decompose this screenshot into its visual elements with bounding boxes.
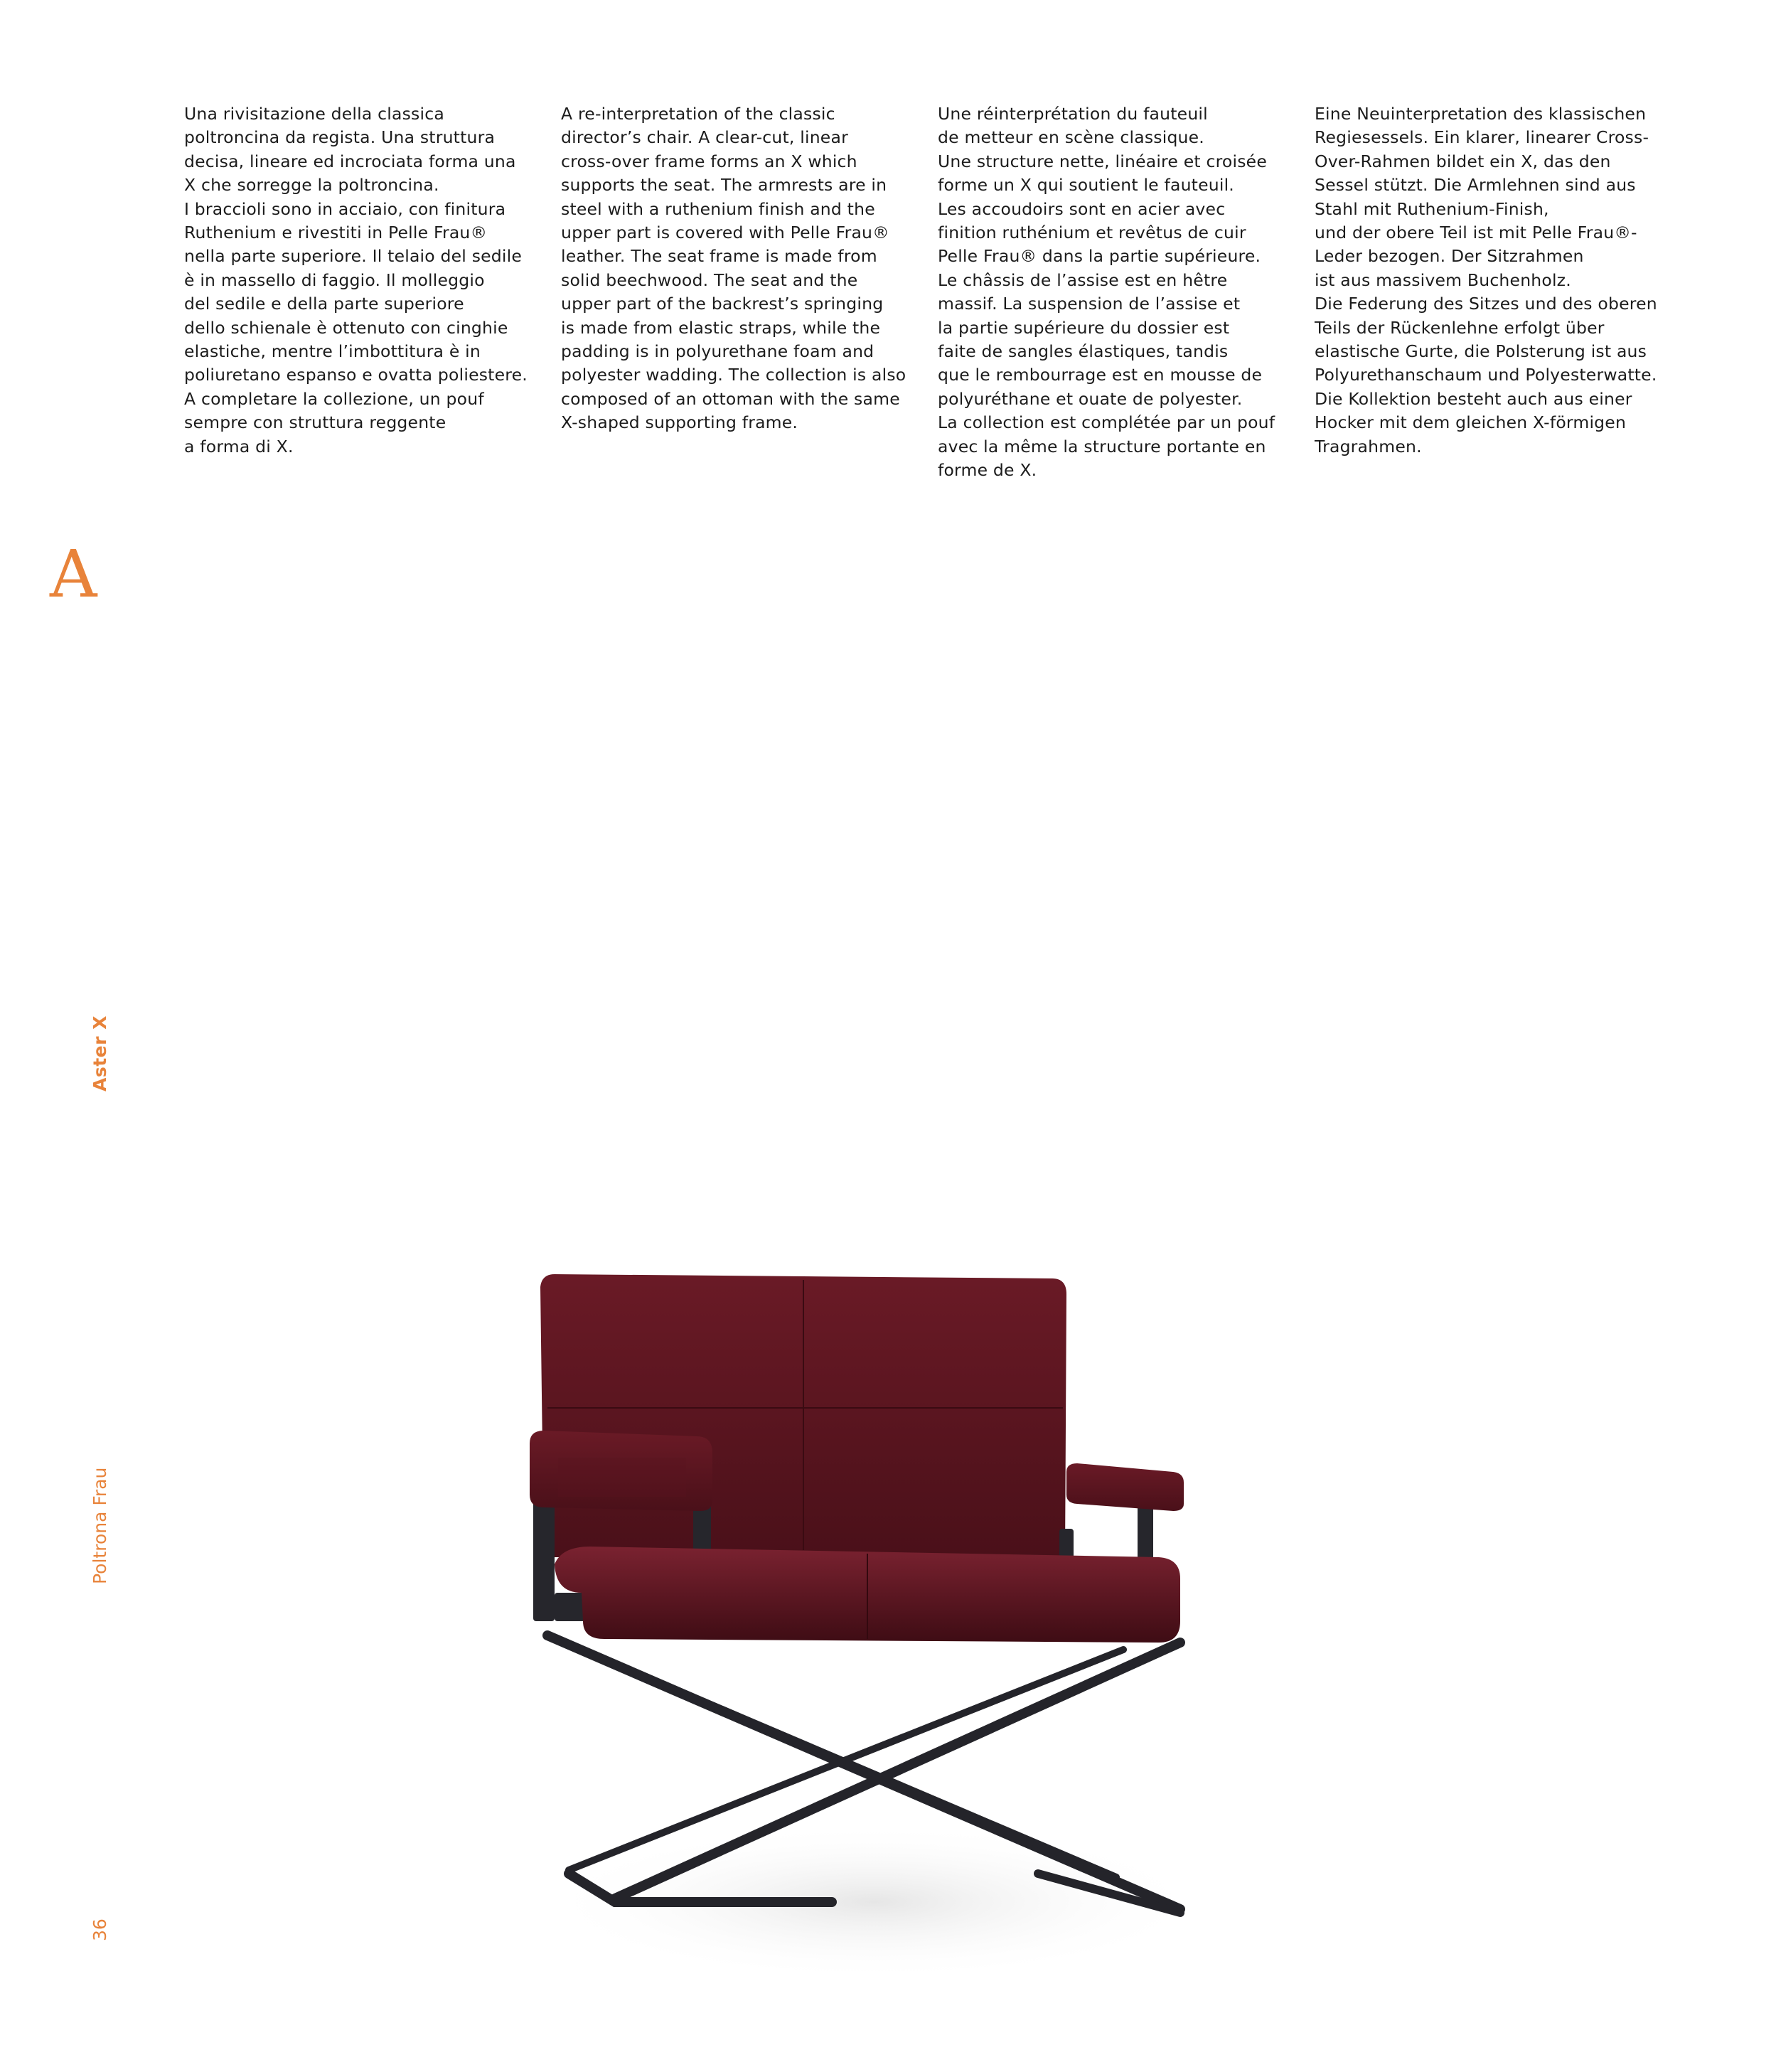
description-french: Une réinterprétation du fauteuil de metteur en scène classique. Une structure nette, linéaire et croisée forme un X qui soutient le fauteuil. Les accoudoirs sont en acier avec finition ruthénium et revêtus de cuir Pelle Frau® dans la partie supérieure. Le châssis de l’assise est en hêtre massif. La suspension de l’assise et la partie supérieure du dossier est faite de sangles élastiques, tandis que le rembourrage est en mousse de polyuréthane et ouate de polyester. La collection est complétée par un pouf avec la même la structure portante en forme de X.	[938, 104, 1275, 481]
description-english: A re-interpretation of the classic director’s chair. A clear-cut, linear cross-over frame forms an X which supports the seat. The armrests are in steel with a ruthenium finish and the upper part is covered with Pelle Frau® leather. The seat frame is made from solid beechwood. The seat and the upper part of the backrest’s springing is made from elastic straps, while the padding is in polyurethane foam and polyester wadding. The collection is also composed of an ottoman with the same X-shaped supporting frame.	[561, 104, 906, 433]
armchair-photo	[498, 1266, 1280, 2005]
right-armrest	[1066, 1463, 1184, 1511]
description-german: Eine Neuinterpretation des klassischen Regiesessels. Ein klarer, linearer Cross- Over-Rahmen bildet ein X, das den Sessel stützt. Die Armlehnen sind aus Stahl mit Ruthenium-Finish, und der obere Teil ist mit Pelle Frau®- Leder bezogen. Der Sitzrahmen ist aus massivem Buchenholz. Die Federung des Sitzes und des oberen Teils der Rückenlehne erfolgt über elastische Gurte, die Polsterung ist aus Polyurethanschaum und Polyesterwatte. Die Kollektion besteht auch aus einer Hocker mit dem gleichen X-förmigen Tragrahmen.	[1315, 104, 1657, 456]
section-letter: A	[50, 536, 97, 612]
page-number: 36	[90, 1918, 110, 1941]
description-italian: Una rivisitazione della classica poltroncina da regista. Una struttura decisa, lineare ed incrociata forma una X che sorregge la poltroncina. I braccioli sono in acciaio, con finitura Ruthenium e rivestiti in Pelle Frau® nella parte superiore. Il telaio del sedile è in massello di faggio. Il molleggio del sedile e della parte superiore dello schienale è ottenuto con cinghie elastiche, mentre l’imbottitura è in poliuretano espanso e ovatta poliestere. A completare la collezione, un pouf sempre con struttura reggente a forma di X.	[184, 104, 528, 456]
product-name: Aster X	[90, 1015, 110, 1091]
brand-name: Poltrona Frau	[90, 1467, 110, 1584]
